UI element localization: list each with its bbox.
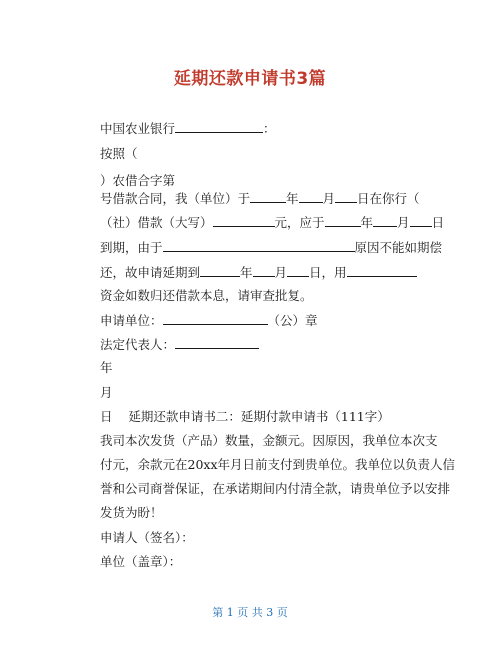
line-reason — [100, 239, 442, 256]
line-year — [100, 360, 113, 376]
line-according — [100, 146, 138, 162]
blank-underline — [163, 312, 268, 325]
line-repay — [100, 288, 313, 304]
line-loan-date — [100, 190, 420, 207]
text-segment: 申请人（签名）： — [100, 530, 194, 545]
blank-underline — [347, 264, 417, 277]
text-segment: 日 延期还款申请书二：延期付款申请书（111字） — [100, 409, 390, 424]
paragraph-line-4 — [100, 505, 163, 521]
text-segment: 月 — [397, 215, 410, 230]
text-segment: （社）借款（大写） — [100, 215, 213, 230]
line-month — [100, 385, 113, 401]
text-segment: 月 — [100, 385, 113, 400]
blank-underline — [175, 120, 263, 133]
paragraph-line-3 — [100, 481, 450, 497]
blank-underline — [250, 190, 286, 203]
blank-underline — [200, 264, 240, 277]
blank-underline — [287, 264, 309, 277]
text-segment: 我司本次发货（产品）数量，金额元。因原因，我单位本次支 — [100, 433, 438, 448]
line-unit-seal — [100, 554, 181, 570]
line-legal-rep — [100, 336, 259, 353]
text-segment: （公）章 — [267, 313, 318, 328]
text-segment: 号借款合同，我（单位）于 — [100, 191, 251, 206]
text-segment: 月 — [274, 265, 288, 280]
text-segment: 日 — [431, 215, 445, 230]
line-applicant-sign — [100, 530, 194, 546]
blank-underline — [163, 239, 355, 252]
blank-underline — [299, 190, 323, 203]
blank-underline — [335, 190, 357, 203]
text-segment: 到期，由于 — [100, 240, 163, 255]
text-segment: 原因不能如期偿 — [354, 240, 443, 255]
text-segment: 单位（盖章）： — [100, 554, 182, 569]
blank-underline — [253, 264, 275, 277]
text-segment: 元，应于 — [274, 215, 325, 230]
line-applicant-unit — [100, 312, 318, 329]
text-segment: 年 — [240, 265, 253, 280]
paragraph-line-2 — [100, 457, 455, 473]
line-bank — [100, 120, 276, 137]
text-segment: 付元，余款元在20xx年月日前支付到贵单位。我单位以负责人信 — [100, 457, 456, 472]
text-segment: 年 — [286, 191, 299, 206]
line-contract-no — [100, 173, 175, 189]
text-segment: 资金如数归还借款本息，请审查批复。 — [100, 288, 313, 303]
text-segment: 月 — [322, 191, 336, 206]
blank-underline — [213, 214, 275, 227]
line-extension — [100, 264, 417, 281]
text-segment: 发货为盼！ — [100, 505, 163, 520]
blank-underline — [325, 214, 361, 227]
blank-underline — [373, 214, 397, 227]
line-day-heading2 — [100, 409, 390, 425]
text-segment: ： — [263, 121, 276, 136]
line-loan-amount — [100, 214, 444, 231]
document-title: 延期还款申请书3篇 — [173, 69, 327, 89]
text-segment: 申请单位： — [100, 313, 163, 328]
text-segment: 中国农业银行 — [100, 121, 176, 136]
blank-underline — [175, 336, 259, 349]
text-segment: 法定代表人： — [100, 337, 176, 352]
blank-underline — [410, 214, 432, 227]
text-segment: 日，用 — [309, 265, 347, 280]
text-segment: 按照（ — [100, 146, 138, 161]
text-segment: ）农借合字第 — [100, 173, 176, 188]
paragraph-line-1 — [100, 433, 438, 449]
text-segment: 年 — [100, 360, 113, 375]
page-footer: 第 1 页 共 3 页 — [212, 606, 288, 619]
text-segment: 日在你行（ — [357, 191, 420, 206]
text-segment: 年 — [360, 215, 374, 230]
text-segment: 誉和公司商誉保证，在承诺期间内付清全款，请贵单位予以安排 — [100, 481, 451, 496]
text-segment: 还，故申请延期到 — [100, 265, 201, 280]
